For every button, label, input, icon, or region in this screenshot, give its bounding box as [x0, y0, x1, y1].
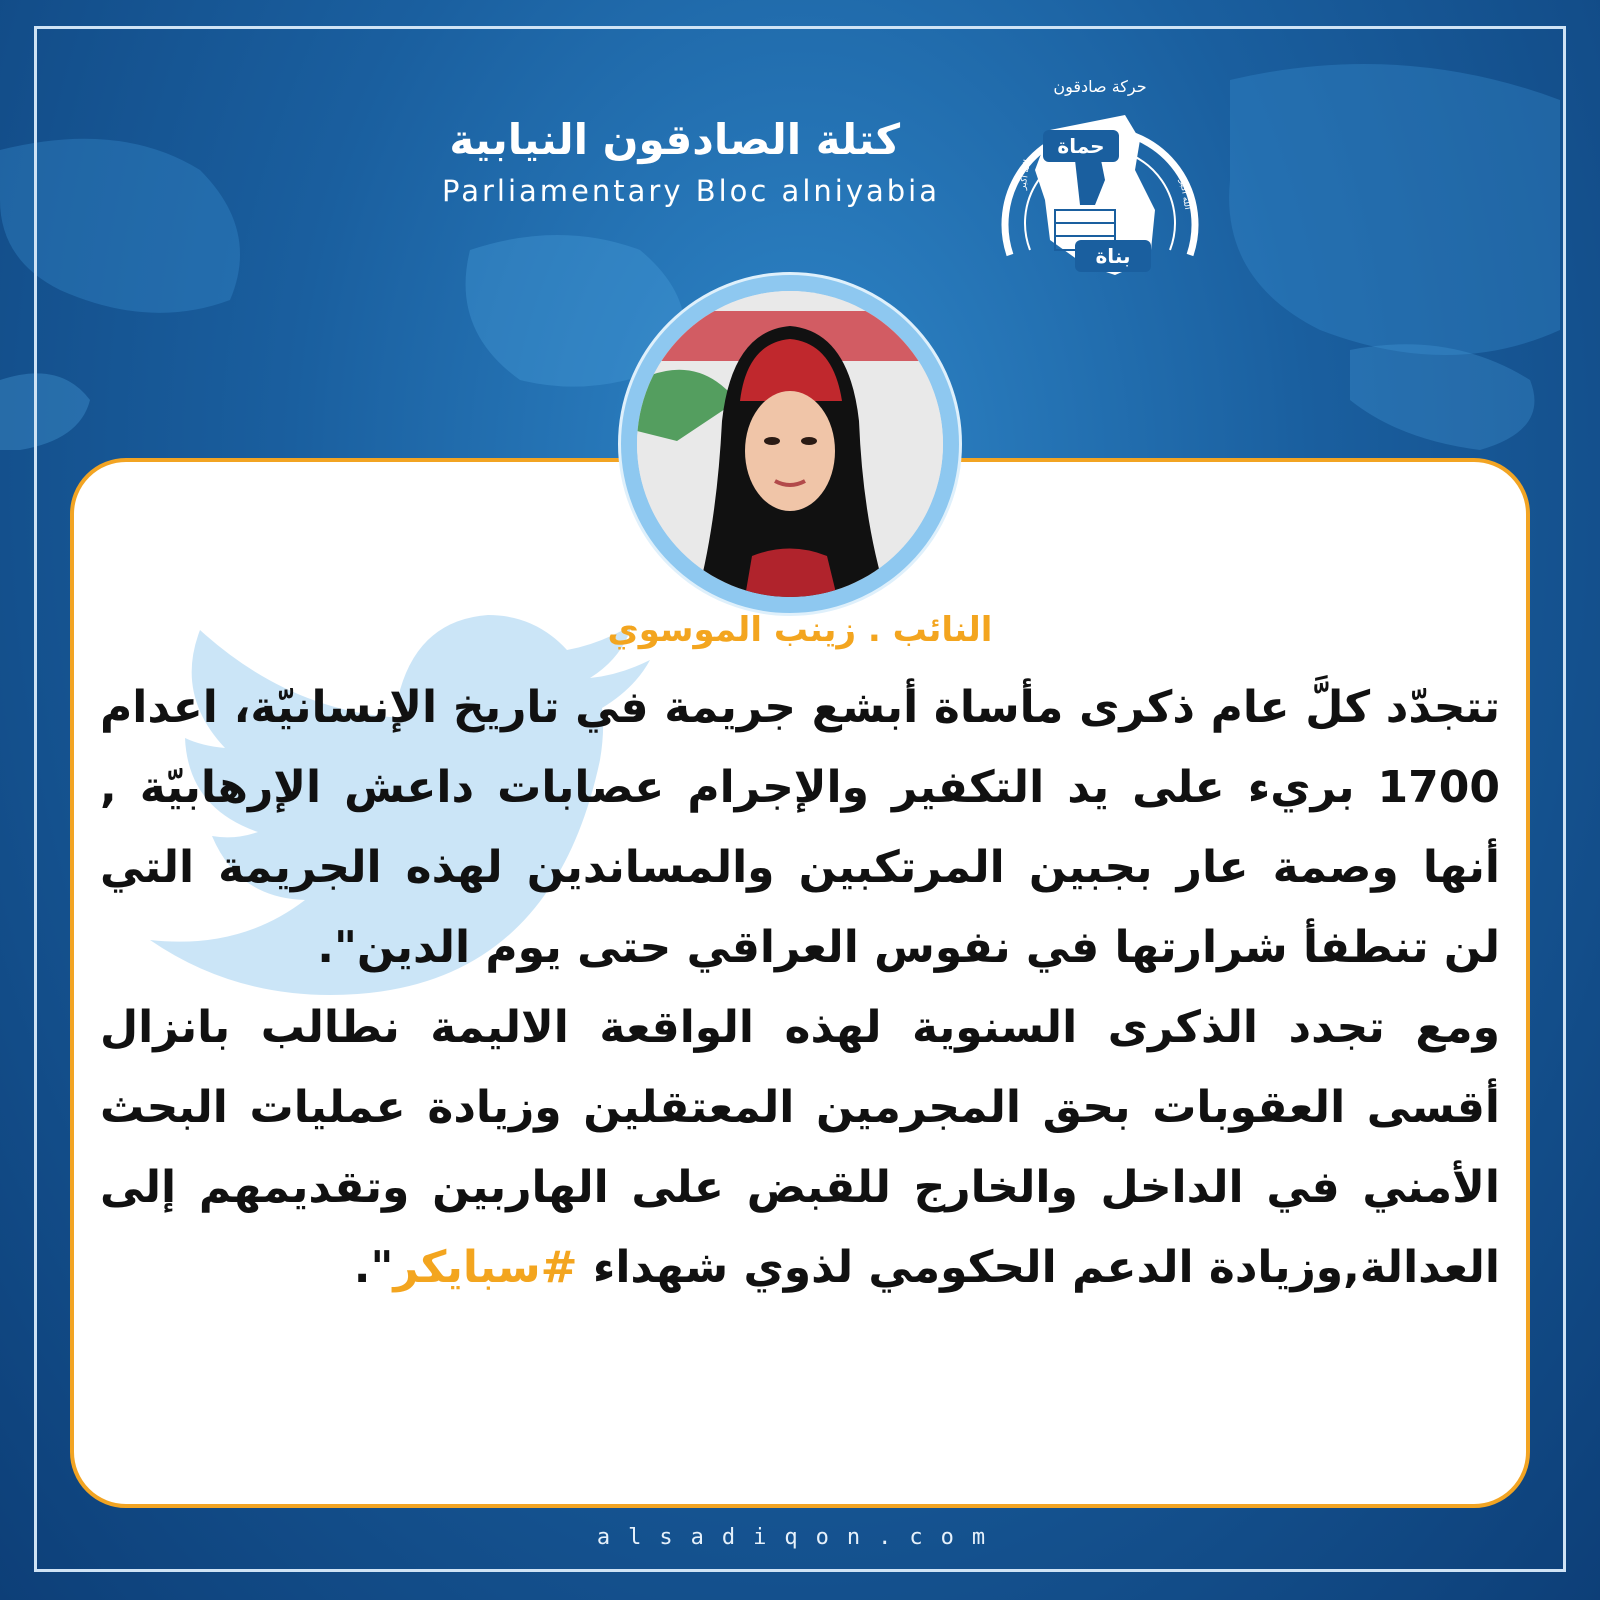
- speaker-name: النائب . زينب الموسوي: [607, 610, 993, 650]
- statement-paragraph-2-main: ومع تجدد الذكرى السنوية لهذه الواقعة الاليمة نطالب بانزال أقسى العقوبات بحق المجرمين المعتقلين وزيادة عمليات البحث الأمني في الداخل والخارج للقبض على الهاربين وتقديمهم إلى العدالة,وزيادة الدعم الحكومي لذوي شهداء: [100, 1002, 1500, 1293]
- header-title-arabic: كتلة الصادقون النيابية: [449, 115, 900, 164]
- statement-paragraph-1: تتجدّد كلَّ عام ذكرى مأساة أبشع جريمة في تاريخ الإنسانيّة، اعدام 1700 بريء على يد التكفير والإجرام عصابات داعش الإرهابيّة , أنها وصمة عار بجبين المرتكبين والمساندين لهذه الجريمة التي لن تنطفأ شرارتها في نفوس العراقي حتى يوم الدين".: [100, 682, 1500, 973]
- sadiqon-movement-logo: [975, 60, 1225, 300]
- logo-side-text-left: الله أكبر: [1018, 158, 1034, 191]
- statement-text: [100, 668, 1500, 1308]
- logo-side-text-right: الله أكبر: [1177, 178, 1193, 211]
- logo-arc-text: حركة صادقون: [1053, 77, 1147, 96]
- speaker-portrait: [637, 291, 943, 597]
- speaker-avatar: [637, 291, 943, 597]
- statement-paragraph-2: [100, 988, 1500, 1308]
- logo-word-top: حماة: [1057, 134, 1105, 158]
- website-url[interactable]: alsadiqon.com: [596, 1525, 1004, 1550]
- statement-closing: ".: [353, 1242, 394, 1293]
- hashtag-link[interactable]: #سبايكر: [393, 1242, 578, 1293]
- header-title-english: Parliamentary Bloc alniyabia: [442, 174, 940, 208]
- logo-word-bottom: بناة: [1095, 244, 1131, 268]
